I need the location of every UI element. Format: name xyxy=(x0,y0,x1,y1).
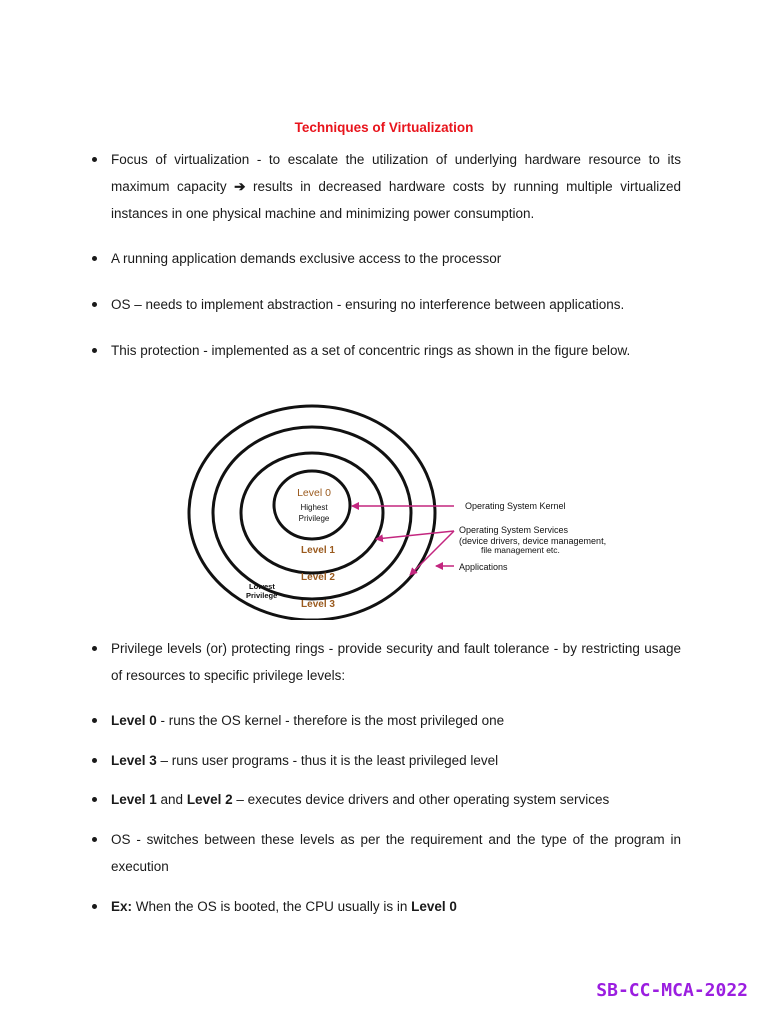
bold-term: Level 1 xyxy=(111,792,157,807)
right-arrow-icon: ➔ xyxy=(234,179,246,194)
page-title: Techniques of Virtualization xyxy=(294,120,474,135)
bullet-privilege-levels xyxy=(111,635,681,689)
bullet-focus-of-virtualization xyxy=(111,146,681,227)
bullet-text: Privilege levels (or) protecting rings - provide security and fault tolerance - by restricting usage of resources to specific privilege levels: xyxy=(111,641,681,683)
bold-term: Level 3 xyxy=(111,753,157,768)
bullet-text: Focus of virtualization - to escalate the utilization of underlying hardware resource to its maximum capacity xyxy=(111,152,681,194)
bullet-text: OS – needs to implement abstraction - ensuring no interference between applications. xyxy=(111,297,625,312)
level-2-label: Level 2 xyxy=(301,572,335,583)
bold-term: Level 2 xyxy=(186,792,233,807)
bullet-os-switches xyxy=(111,826,681,880)
bullet-text: – runs user programs - thus it is the least privileged level xyxy=(156,753,499,768)
lowest-privilege-label-1: Lowest xyxy=(249,582,275,591)
services-callout-3: file management etc. xyxy=(481,545,560,555)
document-footer-code: SB-CC-MCA-2022 xyxy=(596,980,748,1001)
bullet-level-3 xyxy=(111,747,681,774)
bold-term: Ex: xyxy=(111,899,133,914)
applications-callout: Applications xyxy=(459,562,508,572)
highest-privilege-label-2: Privilege xyxy=(298,514,330,523)
privilege-rings-figure xyxy=(172,384,624,620)
lowest-privilege-label-2: Privilege xyxy=(246,591,278,600)
bullet-example xyxy=(111,893,681,920)
services-callout-2: (device drivers, device management, xyxy=(459,536,607,546)
bullet-level-0 xyxy=(111,707,681,734)
bold-term: Level 0 xyxy=(411,899,457,914)
bullet-text: results in decreased hardware costs by running multiple virtualized instances in one physical machine and minimizing power consumption. xyxy=(111,179,682,221)
bullet-text: OS - switches between these levels as per the requirement and the type of the program in execution xyxy=(111,832,681,874)
bullet-text: This protection - implemented as a set of concentric rings as shown in the figure below. xyxy=(111,343,631,358)
bullet-text: - runs the OS kernel - therefore is the most privileged one xyxy=(156,713,505,728)
bullet-text: – executes device drivers and other operating system services xyxy=(232,792,610,807)
bullet-text: When the OS is booted, the CPU usually is in xyxy=(132,899,412,914)
kernel-callout: Operating System Kernel xyxy=(465,501,566,511)
bullet-text: A running application demands exclusive access to the processor xyxy=(111,251,502,266)
services-callout-1: Operating System Services xyxy=(459,525,569,535)
level-0-label: Level 0 xyxy=(297,487,331,499)
level-3-label: Level 3 xyxy=(301,599,335,610)
highest-privilege-label-1: Highest xyxy=(300,503,328,512)
privilege-rings-diagram xyxy=(172,384,624,620)
bullet-exclusive-access xyxy=(111,245,681,272)
level-1-label: Level 1 xyxy=(301,545,335,556)
bullet-text: and xyxy=(156,792,187,807)
bold-term: Level 0 xyxy=(111,713,157,728)
bullet-os-abstraction xyxy=(111,291,681,318)
bullet-protection-rings xyxy=(111,337,681,364)
bullet-level-1-2 xyxy=(111,786,681,813)
